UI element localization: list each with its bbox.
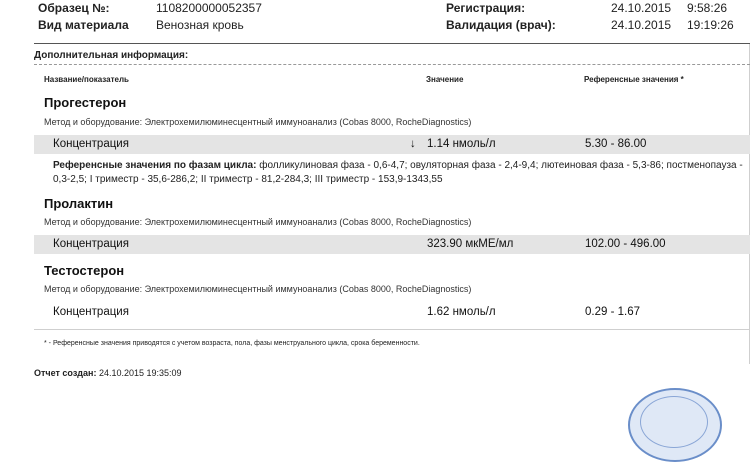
validation-time: 19:19:26	[687, 18, 734, 32]
test-title-progesterone: Прогестерон	[44, 95, 127, 110]
phase-reference-note	[53, 159, 743, 187]
registration-time: 9:58:26	[687, 1, 728, 15]
validation-label: Валидация (врач):	[446, 18, 556, 32]
low-flag-arrow-icon: ↓	[410, 138, 416, 150]
test-title-testosterone: Тестостерон	[44, 263, 125, 278]
reference-range-progesterone: 5.30 - 86.00	[585, 138, 647, 150]
reference-range-prolactin: 102.00 - 496.00	[585, 238, 666, 250]
phase-reference-label: Референсные значения по фазам цикла:	[53, 160, 257, 171]
material-value: Венозная кровь	[156, 18, 244, 32]
test-method-testosterone: Метод и оборудование: Электрохемилюминесцентный иммуноанализ (Cobas 8000, RocheDiagnostics)	[44, 284, 472, 294]
sample-number: 1108200000052357	[156, 1, 262, 15]
param-name-testosterone: Концентрация	[53, 306, 129, 318]
header-divider	[34, 43, 750, 44]
reference-range-testosterone: 0.29 - 1.67	[585, 306, 640, 318]
additional-info-title: Дополнительная информация:	[34, 50, 189, 61]
result-value-prolactin: 323.90 мкМЕ/мл	[427, 238, 514, 250]
param-name-progesterone: Концентрация	[53, 138, 129, 150]
additional-info-divider	[34, 64, 750, 65]
test-title-prolactin: Пролактин	[44, 196, 114, 211]
registration-label: Регистрация:	[446, 1, 526, 15]
report-created-value: 24.10.2015 19:35:09	[98, 368, 182, 378]
validation-date: 24.10.2015	[611, 18, 672, 32]
footnote-divider	[34, 329, 750, 330]
test-method-progesterone: Метод и оборудование: Электрохемилюминесцентный иммуноанализ (Cobas 8000, RocheDiagnostics)	[44, 117, 472, 127]
footnote: * - Референсные значения приводятся с учетом возраста, пола, фазы менструального цикла, срока беременности.	[44, 340, 420, 347]
result-value-testosterone: 1.62 нмоль/л	[427, 306, 496, 318]
report-created	[34, 368, 182, 378]
report-created-label: Отчет создан:	[34, 368, 97, 378]
result-value-progesterone: 1.14 нмоль/л	[427, 138, 496, 150]
param-name-prolactin: Концентрация	[53, 238, 129, 250]
registration-date: 24.10.2015	[611, 1, 672, 15]
column-header-value: Значение	[426, 75, 464, 84]
test-method-prolactin: Метод и оборудование: Электрохемилюминесцентный иммуноанализ (Cobas 8000, RocheDiagnostics)	[44, 217, 472, 227]
column-header-name: Название/показатель	[44, 75, 129, 84]
lab-stamp-inner-ring	[640, 396, 708, 448]
sample-label: Образец №:	[38, 1, 110, 15]
column-header-reference: Референсные значения *	[584, 75, 684, 84]
phase-reference-text: фолликулиновая фаза - 0,6-4,7; овуляторная фаза - 2,4-9,4; лютеиновая фаза - 5,3-86; постменопауза - 0,3-2,5; I триместр - 35,6-286,2; II триместр - 81,2-284,3; III триместр - 153,9-1343,55	[53, 160, 743, 185]
material-label: Вид материала	[38, 18, 129, 32]
